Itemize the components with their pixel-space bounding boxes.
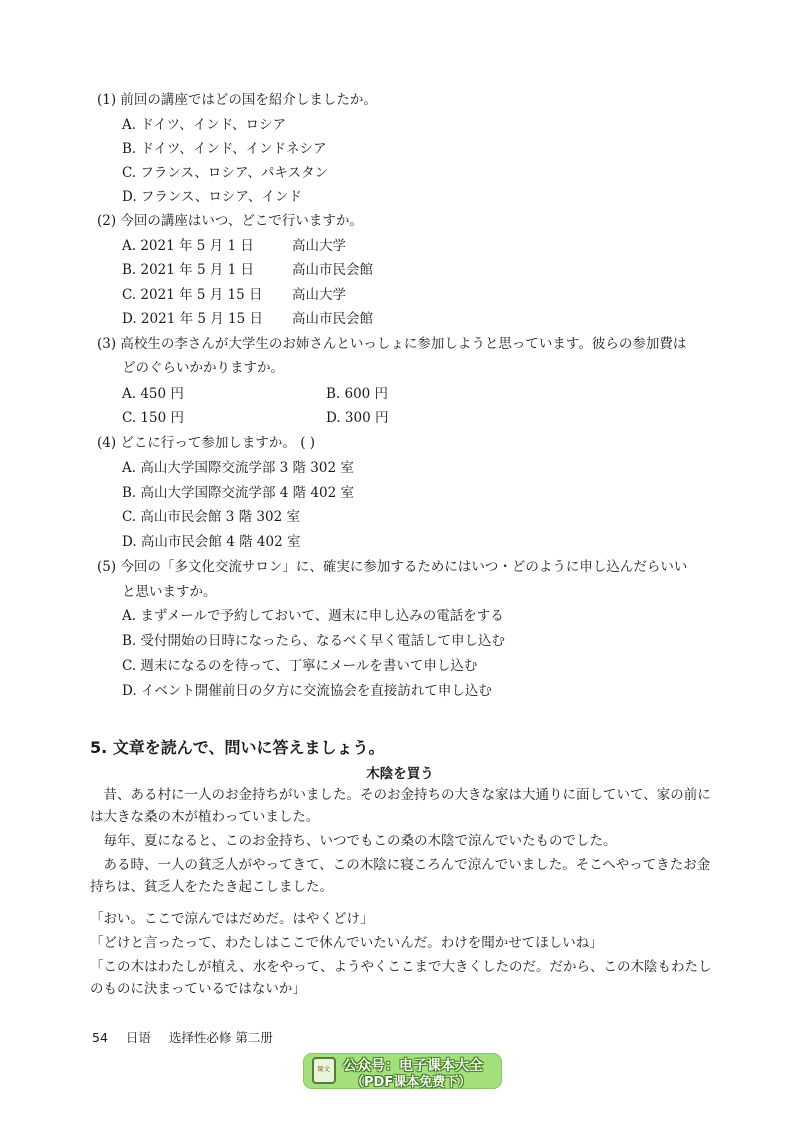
- q1-option-a: A. ドイツ、インド、ロシア: [122, 117, 286, 133]
- book-icon: [312, 1057, 336, 1084]
- q2-option-b: [122, 260, 373, 280]
- book-title: 日语: [125, 1030, 151, 1045]
- story-title: 木陰を買う: [366, 766, 434, 782]
- q2-option-b-place: 高山市民会館: [292, 262, 373, 278]
- q4-option-b: B. 高山大学国際交流学部 4 階 402 室: [122, 485, 355, 501]
- q4-option-a: A. 高山大学国際交流学部 3 階 302 室: [122, 460, 354, 476]
- watermark-banner: [303, 1053, 502, 1089]
- q2-option-d-place: 高山市民会館: [292, 311, 373, 327]
- question-5-line1: (5) 今回の「多文化交流サロン」に、確実に参加するためにはいつ・どのように申し込んだらいい: [97, 559, 688, 575]
- page-footer: [92, 1028, 287, 1046]
- banner-line-1: 公众号：电子课本大全: [343, 1058, 483, 1074]
- q3-option-a: A. 450 円: [122, 386, 184, 402]
- book-volume: 选择性必修 第二册: [168, 1030, 273, 1045]
- q2-option-d: [122, 309, 373, 329]
- q2-option-c-place: 高山大学: [292, 287, 346, 303]
- q1-option-c: C. フランス、ロシア、パキスタン: [122, 165, 329, 181]
- question-4: (4) どこに行って参加しますか。 ( ): [97, 435, 316, 451]
- q4-option-d: D. 高山市民会館 4 階 402 室: [122, 534, 301, 550]
- q5-option-b: B. 受付開始の日時になったら、なるべく早く電話して申し込む: [122, 633, 506, 649]
- logo-text: 课文: [317, 1065, 330, 1073]
- question-1: (1) 前回の講座ではどの国を紹介しましたか。: [97, 92, 377, 108]
- section-heading: 5. 文章を読んで、問いに答えましょう。: [90, 738, 385, 757]
- banner-line-2: （PDF课本免费下）: [351, 1075, 472, 1090]
- q2-option-c-date: C. 2021 年 5 月 15 日: [122, 287, 263, 303]
- q5-option-d: D. イベント開催前日の夕方に交流協会を直接訪れて申し込む: [122, 683, 492, 699]
- q2-option-a-place: 高山大学: [292, 238, 346, 254]
- story-dialogue-3: 「この木はわたしが植え、水をやって、ようやくここまで大きくしたのだ。だから、この木陰もわたしのものに決まっているではないか」: [90, 959, 712, 997]
- q2-option-a: [122, 236, 346, 256]
- q4-option-c: C. 高山市民会館 3 階 302 室: [122, 509, 300, 525]
- page-number: 54: [92, 1030, 108, 1045]
- q3-option-c: C. 150 円: [122, 410, 184, 426]
- story-paragraph-1: 昔、ある村に一人のお金持ちがいました。そのお金持ちの大きな家は大通りに面していて、家の前には大きな桑の木が植わっていました。: [90, 787, 711, 825]
- story-dialogue-2: 「どけと言ったって、わたしはここで休んでいたいんだ。わけを聞かせてほしいね」: [90, 935, 603, 951]
- q1-option-b: B. ドイツ、インド、インドネシア: [122, 141, 327, 157]
- question-3-line2: どのぐらいかかりますか。: [122, 360, 284, 376]
- q3-option-b: B. 600 円: [326, 386, 389, 402]
- story-dialogue-1: 「おい。ここで涼んではだめだ。はやくどけ」: [90, 911, 374, 927]
- story-paragraph-3: ある時、一人の貧乏人がやってきて、この木陰に寝ころんで涼んでいました。そこへやってきたお金持ちは、貧乏人をたたき起こしました。: [90, 857, 711, 895]
- question-5-line2: と思いますか。: [122, 584, 217, 600]
- question-3-line1: (3) 高校生の李さんが大学生のお姉さんといっしょに参加しようと思っています。彼らの参加費は: [97, 336, 687, 352]
- q2-option-c: [122, 285, 346, 305]
- q3-option-d: D. 300 円: [326, 410, 389, 426]
- question-2: (2) 今回の講座はいつ、どこで行いますか。: [97, 213, 363, 229]
- q1-option-d: D. フランス、ロシア、インド: [122, 189, 302, 205]
- q2-option-a-date: A. 2021 年 5 月 1 日: [122, 238, 254, 254]
- q5-option-c: C. 週末になるのを待って、丁寧にメールを書いて申し込む: [122, 658, 478, 674]
- story-paragraph-2: 毎年、夏になると、このお金持ち、いつでもこの桑の木陰で涼んでいたものでした。: [90, 833, 617, 849]
- q2-option-b-date: B. 2021 年 5 月 1 日: [122, 262, 254, 278]
- q5-option-a: A. まずメールで予約しておいて、週末に申し込みの電話をする: [122, 608, 504, 624]
- q2-option-d-date: D. 2021 年 5 月 15 日: [122, 311, 264, 327]
